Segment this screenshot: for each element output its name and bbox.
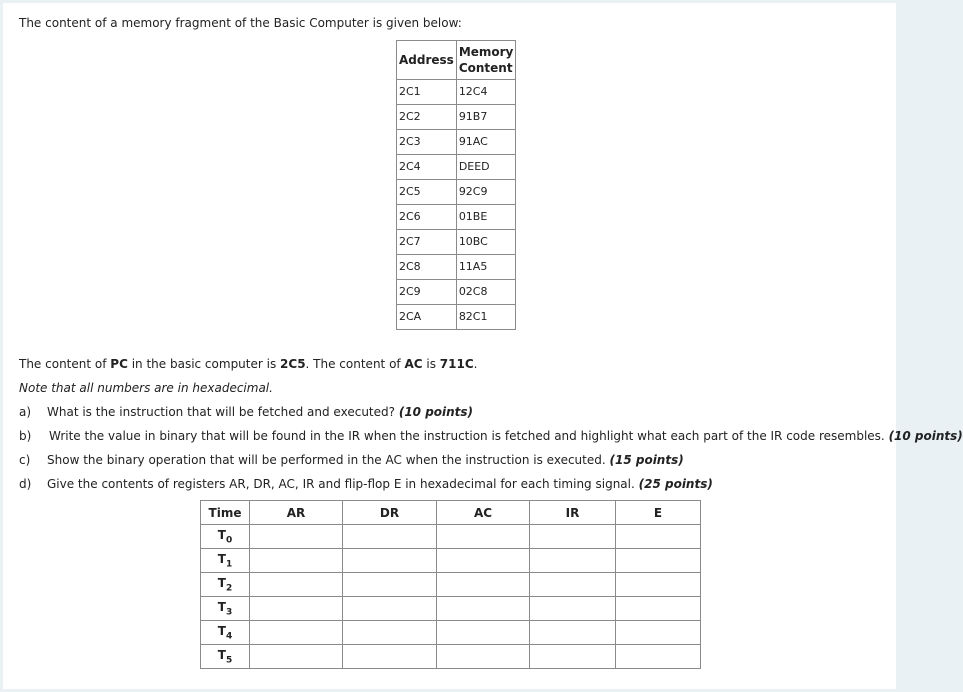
- time-subscript: 5: [225, 655, 233, 666]
- ir-cell[interactable]: [530, 525, 616, 549]
- e-cell[interactable]: [616, 621, 701, 645]
- intro-text: The content of a memory fragment of the Basic Computer is given below:: [19, 16, 462, 30]
- content-cell: 91B7: [456, 105, 516, 130]
- content-cell: 02C8: [456, 280, 516, 305]
- content-cell: 92C9: [456, 180, 516, 205]
- address-cell: 2C8: [397, 255, 457, 280]
- time-base: T: [217, 599, 226, 614]
- time-subscript: 0: [225, 535, 233, 546]
- ac-cell[interactable]: [437, 549, 530, 573]
- table-row: [201, 597, 701, 621]
- address-cell: 2C6: [397, 205, 457, 230]
- time-base: T: [217, 551, 226, 566]
- ac-value: 711C: [439, 357, 474, 371]
- address-cell: 2C1: [397, 80, 457, 105]
- question-points: (25 points): [638, 477, 713, 491]
- ac-cell[interactable]: [437, 573, 530, 597]
- question-a: [19, 405, 473, 419]
- table-row: [397, 130, 516, 155]
- address-cell: 2CA: [397, 305, 457, 330]
- question-c: [19, 453, 684, 467]
- question-text: What is the instruction that will be fetched and executed?: [47, 405, 399, 419]
- time-cell: [201, 573, 250, 597]
- ar-cell[interactable]: [250, 525, 343, 549]
- memory-table-header: [397, 41, 516, 80]
- table-row: [397, 80, 516, 105]
- time-base: T: [217, 575, 226, 590]
- ir-cell[interactable]: [530, 573, 616, 597]
- question-label: a): [19, 405, 32, 419]
- ar-cell[interactable]: [250, 621, 343, 645]
- ar-cell[interactable]: [250, 645, 343, 669]
- e-cell[interactable]: [616, 597, 701, 621]
- hex-note: Note that all numbers are in hexadecimal.: [19, 381, 273, 395]
- memory-content-header-line2: Content: [458, 61, 513, 75]
- ar-cell[interactable]: [250, 597, 343, 621]
- table-row: [397, 255, 516, 280]
- dr-cell[interactable]: [343, 549, 437, 573]
- content-cell: 10BC: [456, 230, 516, 255]
- ar-cell[interactable]: [250, 573, 343, 597]
- registers-text-4: is: [422, 357, 440, 371]
- dr-cell[interactable]: [343, 525, 437, 549]
- registers-text-2: in the basic computer is: [127, 357, 281, 371]
- pc-label: PC: [110, 357, 128, 371]
- time-subscript: 2: [225, 583, 233, 594]
- time-cell: [201, 645, 250, 669]
- question-text: Give the contents of registers AR, DR, AC, IR and flip-flop E in hexadecimal for each timing signal.: [47, 477, 639, 491]
- table-row: [397, 105, 516, 130]
- table-row: [201, 573, 701, 597]
- question-label: d): [19, 477, 32, 491]
- table-row: [397, 230, 516, 255]
- content-cell: 01BE: [456, 205, 516, 230]
- e-cell[interactable]: [616, 525, 701, 549]
- memory-content-header: [456, 41, 516, 80]
- time-cell: [201, 597, 250, 621]
- time-base: T: [217, 527, 226, 542]
- question-points: (10 points): [398, 405, 474, 419]
- registers-text-1: The content of: [19, 357, 111, 371]
- ac-cell[interactable]: [437, 621, 530, 645]
- ac-cell[interactable]: [437, 525, 530, 549]
- ir-cell[interactable]: [530, 621, 616, 645]
- time-subscript: 4: [225, 631, 233, 642]
- question-points: (15 points): [609, 453, 684, 467]
- question-b: [19, 429, 963, 443]
- address-header: Address: [397, 41, 457, 80]
- registers-text-3: . The content of: [305, 357, 405, 371]
- registers-text-5: .: [473, 357, 478, 371]
- e-cell[interactable]: [616, 573, 701, 597]
- question-label: b): [19, 429, 32, 443]
- e-cell[interactable]: [616, 549, 701, 573]
- ir-cell[interactable]: [530, 597, 616, 621]
- table-row: [201, 525, 701, 549]
- ir-header: IR: [530, 501, 616, 525]
- timing-table-header: [201, 501, 701, 525]
- ir-cell[interactable]: [530, 645, 616, 669]
- timing-table: [200, 500, 701, 669]
- ar-header: AR: [250, 501, 343, 525]
- dr-header: DR: [343, 501, 437, 525]
- table-row: [397, 180, 516, 205]
- ac-cell[interactable]: [437, 597, 530, 621]
- time-cell: [201, 621, 250, 645]
- address-cell: 2C7: [397, 230, 457, 255]
- content-cell: 12C4: [456, 80, 516, 105]
- address-cell: 2C9: [397, 280, 457, 305]
- e-cell[interactable]: [616, 645, 701, 669]
- ir-cell[interactable]: [530, 549, 616, 573]
- time-base: T: [217, 647, 226, 662]
- ac-cell[interactable]: [437, 645, 530, 669]
- table-row: [397, 205, 516, 230]
- address-cell: 2C2: [397, 105, 457, 130]
- content-cell: 91AC: [456, 130, 516, 155]
- table-row: [201, 621, 701, 645]
- time-base: T: [217, 623, 226, 638]
- table-row: [397, 305, 516, 330]
- table-row: [397, 280, 516, 305]
- content-cell: DEED: [456, 155, 516, 180]
- question-d: [19, 477, 713, 491]
- address-cell: 2C5: [397, 180, 457, 205]
- time-subscript: 3: [225, 607, 233, 618]
- question-panel: [3, 3, 963, 689]
- time-cell: [201, 525, 250, 549]
- question-text: Show the binary operation that will be performed in the AC when the instruction is executed.: [47, 453, 610, 467]
- time-header: Time: [201, 501, 250, 525]
- question-label: c): [19, 453, 31, 467]
- question-text: Write the value in binary that will be found in the IR when the instruction is fetched and highlight what each part of the IR code resembles.: [49, 429, 889, 443]
- question-points: (10 points): [888, 429, 963, 443]
- time-cell: [201, 549, 250, 573]
- dr-cell[interactable]: [343, 597, 437, 621]
- dr-cell[interactable]: [343, 645, 437, 669]
- dr-cell[interactable]: [343, 573, 437, 597]
- address-cell: 2C3: [397, 130, 457, 155]
- table-row: [201, 645, 701, 669]
- table-row: [397, 155, 516, 180]
- content-cell: 11A5: [456, 255, 516, 280]
- memory-table: [396, 40, 516, 330]
- time-subscript: 1: [225, 559, 233, 570]
- content-cell: 82C1: [456, 305, 516, 330]
- ac-label: AC: [404, 357, 423, 371]
- ar-cell[interactable]: [250, 549, 343, 573]
- pc-value: 2C5: [280, 357, 306, 371]
- registers-statement: [19, 357, 477, 371]
- memory-content-header-line1: Memory: [458, 45, 514, 59]
- dr-cell[interactable]: [343, 621, 437, 645]
- ac-header: AC: [437, 501, 530, 525]
- table-row: [201, 549, 701, 573]
- e-header: E: [616, 501, 701, 525]
- address-cell: 2C4: [397, 155, 457, 180]
